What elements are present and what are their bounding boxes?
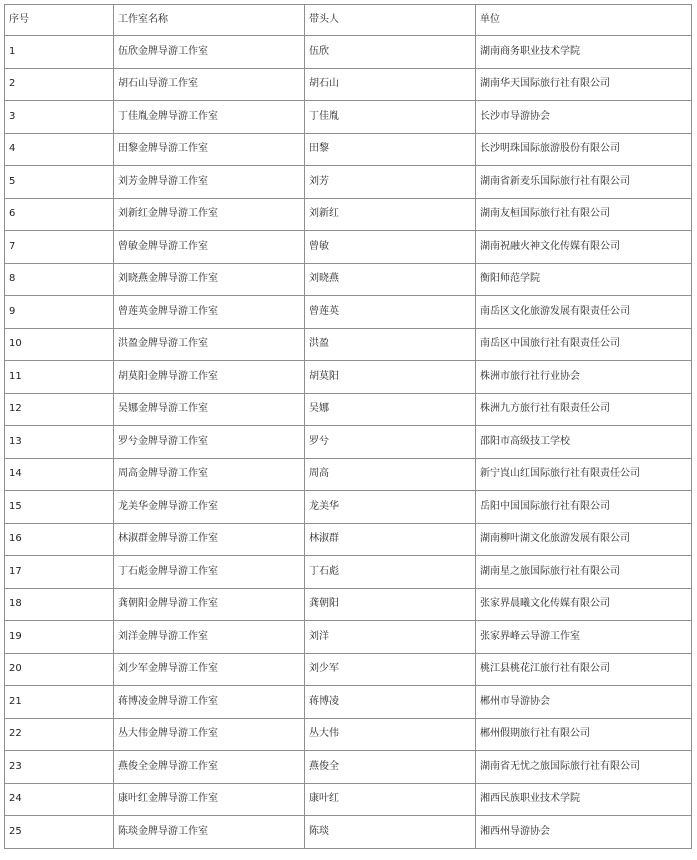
studio-table <box>4 4 692 849</box>
leader-name: 蒋博凌 <box>305 686 476 719</box>
studio-name: 蒋博凌金牌导游工作室 <box>114 686 305 719</box>
table-row <box>5 621 692 654</box>
row-index: 4 <box>5 133 114 166</box>
leader-name: 康叶红 <box>305 783 476 816</box>
studio-name: 罗兮金牌导游工作室 <box>114 426 305 459</box>
row-index: 3 <box>5 101 114 134</box>
header-studio-name: 工作室名称 <box>114 5 305 36</box>
leader-name: 胡莫阳 <box>305 361 476 394</box>
studio-name: 周高金牌导游工作室 <box>114 458 305 491</box>
studio-name: 刘芳金牌导游工作室 <box>114 166 305 199</box>
studio-name: 洪盈金牌导游工作室 <box>114 328 305 361</box>
organization-name: 南岳区文化旅游发展有限责任公司 <box>476 296 692 329</box>
table-row <box>5 393 692 426</box>
table-row <box>5 751 692 784</box>
studio-name: 龙美华金牌导游工作室 <box>114 491 305 524</box>
organization-name: 桃江县桃花江旅行社有限公司 <box>476 653 692 686</box>
table-row <box>5 556 692 589</box>
organization-name: 张家界晨曦文化传媒有限公司 <box>476 588 692 621</box>
table-row <box>5 718 692 751</box>
table-row <box>5 783 692 816</box>
row-index: 10 <box>5 328 114 361</box>
organization-name: 湖南祝融火神文化传媒有限公司 <box>476 231 692 264</box>
leader-name: 吴娜 <box>305 393 476 426</box>
table-row <box>5 166 692 199</box>
studio-name: 刘新红金牌导游工作室 <box>114 198 305 231</box>
table-row <box>5 296 692 329</box>
studio-name: 伍欣金牌导游工作室 <box>114 36 305 69</box>
row-index: 1 <box>5 36 114 69</box>
row-index: 12 <box>5 393 114 426</box>
header-row <box>5 5 692 36</box>
organization-name: 株洲九方旅行社有限责任公司 <box>476 393 692 426</box>
table-row <box>5 36 692 69</box>
row-index: 24 <box>5 783 114 816</box>
row-index: 13 <box>5 426 114 459</box>
table-row <box>5 263 692 296</box>
studio-name: 曾莲英金牌导游工作室 <box>114 296 305 329</box>
table-body <box>5 36 692 849</box>
studio-name: 龚朝阳金牌导游工作室 <box>114 588 305 621</box>
organization-name: 郴州市导游协会 <box>476 686 692 719</box>
leader-name: 丁石彪 <box>305 556 476 589</box>
organization-name: 湖南省新麦乐国际旅行社有限公司 <box>476 166 692 199</box>
studio-name: 丁石彪金牌导游工作室 <box>114 556 305 589</box>
row-index: 21 <box>5 686 114 719</box>
studio-name: 康叶红金牌导游工作室 <box>114 783 305 816</box>
organization-name: 邵阳市高级技工学校 <box>476 426 692 459</box>
row-index: 5 <box>5 166 114 199</box>
organization-name: 湖南商务职业技术学院 <box>476 36 692 69</box>
leader-name: 刘少军 <box>305 653 476 686</box>
row-index: 19 <box>5 621 114 654</box>
table-row <box>5 68 692 101</box>
table-row <box>5 816 692 849</box>
leader-name: 龙美华 <box>305 491 476 524</box>
row-index: 14 <box>5 458 114 491</box>
organization-name: 长沙明珠国际旅游股份有限公司 <box>476 133 692 166</box>
organization-name: 新宁崀山红国际旅行社有限责任公司 <box>476 458 692 491</box>
row-index: 16 <box>5 523 114 556</box>
organization-name: 衡阳师范学院 <box>476 263 692 296</box>
row-index: 8 <box>5 263 114 296</box>
leader-name: 林淑群 <box>305 523 476 556</box>
table-row <box>5 653 692 686</box>
leader-name: 陈琰 <box>305 816 476 849</box>
row-index: 17 <box>5 556 114 589</box>
studio-name: 田黎金牌导游工作室 <box>114 133 305 166</box>
studio-name: 丁佳胤金牌导游工作室 <box>114 101 305 134</box>
table-row <box>5 231 692 264</box>
leader-name: 洪盈 <box>305 328 476 361</box>
table-row <box>5 686 692 719</box>
leader-name: 刘芳 <box>305 166 476 199</box>
organization-name: 长沙市导游协会 <box>476 101 692 134</box>
row-index: 6 <box>5 198 114 231</box>
header-organization: 单位 <box>476 5 692 36</box>
studio-name: 陈琰金牌导游工作室 <box>114 816 305 849</box>
row-index: 9 <box>5 296 114 329</box>
leader-name: 丛大伟 <box>305 718 476 751</box>
organization-name: 张家界峰云导游工作室 <box>476 621 692 654</box>
leader-name: 胡石山 <box>305 68 476 101</box>
organization-name: 湖南华天国际旅行社有限公司 <box>476 68 692 101</box>
header-leader: 带头人 <box>305 5 476 36</box>
table-row <box>5 133 692 166</box>
leader-name: 燕俊全 <box>305 751 476 784</box>
table-row <box>5 426 692 459</box>
leader-name: 周高 <box>305 458 476 491</box>
header-index: 序号 <box>5 5 114 36</box>
studio-name: 吴娜金牌导游工作室 <box>114 393 305 426</box>
organization-name: 湘西州导游协会 <box>476 816 692 849</box>
organization-name: 湘西民族职业技术学院 <box>476 783 692 816</box>
organization-name: 湖南省无忧之旅国际旅行社有限公司 <box>476 751 692 784</box>
table-row <box>5 458 692 491</box>
leader-name: 罗兮 <box>305 426 476 459</box>
row-index: 11 <box>5 361 114 394</box>
table-row <box>5 198 692 231</box>
table-row <box>5 361 692 394</box>
studio-name: 胡莫阳金牌导游工作室 <box>114 361 305 394</box>
table-row <box>5 491 692 524</box>
leader-name: 刘新红 <box>305 198 476 231</box>
leader-name: 曾莲英 <box>305 296 476 329</box>
row-index: 2 <box>5 68 114 101</box>
leader-name: 刘洋 <box>305 621 476 654</box>
table-row <box>5 588 692 621</box>
studio-name: 丛大伟金牌导游工作室 <box>114 718 305 751</box>
row-index: 25 <box>5 816 114 849</box>
studio-name: 胡石山导游工作室 <box>114 68 305 101</box>
organization-name: 郴州假期旅行社有限公司 <box>476 718 692 751</box>
organization-name: 南岳区中国旅行社有限责任公司 <box>476 328 692 361</box>
leader-name: 丁佳胤 <box>305 101 476 134</box>
table-row <box>5 328 692 361</box>
table-row <box>5 523 692 556</box>
leader-name: 刘晓燕 <box>305 263 476 296</box>
studio-name: 曾敏金牌导游工作室 <box>114 231 305 264</box>
studio-name: 刘晓燕金牌导游工作室 <box>114 263 305 296</box>
row-index: 20 <box>5 653 114 686</box>
studio-name: 刘洋金牌导游工作室 <box>114 621 305 654</box>
row-index: 15 <box>5 491 114 524</box>
studio-name: 林淑群金牌导游工作室 <box>114 523 305 556</box>
organization-name: 株洲市旅行社行业协会 <box>476 361 692 394</box>
organization-name: 湖南柳叶湖文化旅游发展有限公司 <box>476 523 692 556</box>
row-index: 23 <box>5 751 114 784</box>
leader-name: 田黎 <box>305 133 476 166</box>
row-index: 22 <box>5 718 114 751</box>
organization-name: 湖南友桓国际旅行社有限公司 <box>476 198 692 231</box>
studio-name: 刘少军金牌导游工作室 <box>114 653 305 686</box>
organization-name: 湖南星之旅国际旅行社有限公司 <box>476 556 692 589</box>
row-index: 18 <box>5 588 114 621</box>
leader-name: 伍欣 <box>305 36 476 69</box>
leader-name: 曾敏 <box>305 231 476 264</box>
organization-name: 岳阳中国国际旅行社有限公司 <box>476 491 692 524</box>
leader-name: 龚朝阳 <box>305 588 476 621</box>
table-row <box>5 101 692 134</box>
table-header <box>5 5 692 36</box>
row-index: 7 <box>5 231 114 264</box>
studio-name: 燕俊全金牌导游工作室 <box>114 751 305 784</box>
